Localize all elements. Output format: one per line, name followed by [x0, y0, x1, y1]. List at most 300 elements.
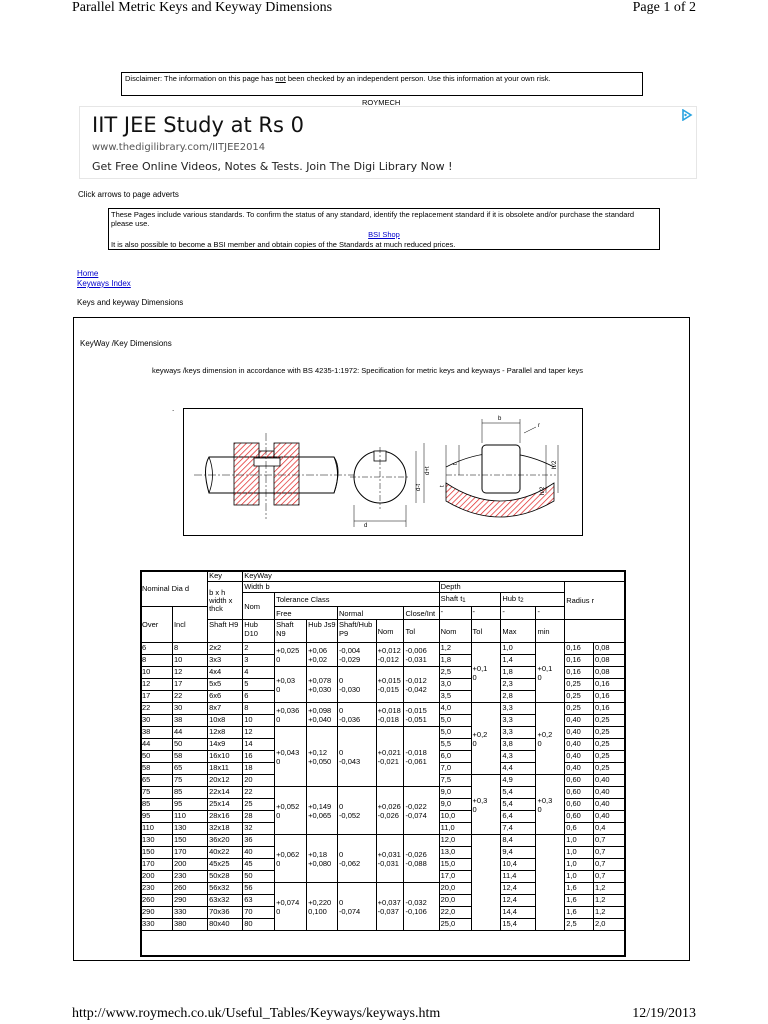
- cell-incl: 380: [172, 919, 207, 931]
- th-shaft-h9: Shaft H9: [208, 620, 243, 643]
- cell-hub-t2-nom: 15,4: [501, 919, 536, 931]
- keyway-dimensions-table: [140, 570, 626, 931]
- advert-title[interactable]: IIT JEE Study at Rs 0: [92, 113, 304, 137]
- page-header: [0, 0, 768, 20]
- cell-incl: 17: [172, 679, 207, 691]
- cell-hub-t2-nom: 11,4: [501, 871, 536, 883]
- dim-h2-bottom: h/2: [540, 486, 546, 495]
- cell-bxh: 80x40: [208, 919, 243, 931]
- cell-shaft-t1-nom: 11,0: [439, 823, 471, 835]
- cell-incl: 22: [172, 691, 207, 703]
- cell-bxh: 5x5: [208, 679, 243, 691]
- cell-over: 75: [141, 787, 173, 799]
- cell-hub-t2-nom: 6,4: [501, 811, 536, 823]
- cell-nom: 2: [243, 643, 275, 655]
- section-description: keyways /keys dimension in accordance with BS 4235-1:1972: Specification for metric keys and keyways - Parallel and taper keys: [152, 366, 584, 375]
- page-title: Parallel Metric Keys and Keyway Dimensions: [72, 0, 333, 15]
- cell-incl: 200: [172, 859, 207, 871]
- keyway-diagram: [183, 408, 583, 536]
- cell-incl: 150: [172, 835, 207, 847]
- disclaimer-text-post: been checked by an independent person. Use this information at your own risk.: [285, 74, 551, 83]
- cell-radius-min: 0,7: [593, 847, 625, 859]
- th-dash-2: -: [471, 607, 501, 620]
- cell-hub-t2-tol: +0,3 0: [536, 775, 565, 835]
- cell-shaft-t1-nom: 20,0: [439, 883, 471, 895]
- cell-tol-h9: +0,025 0: [275, 643, 307, 667]
- cell-hub-t2-nom: 4,4: [501, 763, 536, 775]
- cell-shaft-t1-tol: [471, 835, 501, 931]
- cell-shaft-t1-nom: 1,2: [439, 643, 471, 655]
- cell-incl: 260: [172, 883, 207, 895]
- dim-b: b: [498, 416, 502, 422]
- dim-d-t2: d+t: [425, 466, 431, 475]
- standards-notice: [108, 208, 660, 250]
- advert-banner[interactable]: [79, 106, 697, 179]
- cell-hub-t2-nom: 3,3: [501, 715, 536, 727]
- th-shafthub-p9: Shaft/Hub P9: [337, 620, 376, 643]
- cell-radius-min: 0,40: [593, 787, 625, 799]
- th-radius-max: Max: [501, 620, 536, 643]
- th-dash-1: -: [439, 607, 471, 620]
- dim-d-t1: d-t: [416, 483, 422, 491]
- keyway-drawing: [184, 409, 582, 535]
- cell-radius-min: 0,25: [593, 727, 625, 739]
- cell-nom: 3: [243, 655, 275, 667]
- cell-nom: 56: [243, 883, 275, 895]
- dim-t2: t: [453, 463, 459, 465]
- cell-bxh: 6x6: [208, 691, 243, 703]
- breadcrumb: [77, 269, 131, 289]
- cell-shaft-t1-tol: +0,1 0: [471, 643, 501, 703]
- cell-hub-t2-nom: 14,4: [501, 907, 536, 919]
- cell-over: 38: [141, 727, 173, 739]
- cell-radius-min: 0,4: [593, 823, 625, 835]
- cell-nom: 32: [243, 823, 275, 835]
- page-number: Page 1 of 2: [632, 0, 696, 15]
- cell-shaft-t1-nom: 25,0: [439, 919, 471, 931]
- cell-nom: 63: [243, 895, 275, 907]
- cell-tol-js9: +0,012 -0,012: [376, 643, 404, 667]
- cell-radius-max: 1,0: [565, 871, 594, 883]
- page-heading: Keys and keyway Dimensions: [77, 298, 184, 307]
- cell-bxh: 25x14: [208, 799, 243, 811]
- cell-shaft-t1-nom: 3,0: [439, 679, 471, 691]
- th-nom: Nom: [243, 593, 275, 620]
- cell-shaft-t1-nom: 9,0: [439, 787, 471, 799]
- cell-radius-max: 0,25: [565, 691, 594, 703]
- cell-shaft-t1-nom: 7,5: [439, 775, 471, 787]
- cell-bxh: 18x11: [208, 763, 243, 775]
- table-row: [141, 835, 626, 847]
- cell-over: 95: [141, 811, 173, 823]
- cell-incl: 10: [172, 655, 207, 667]
- cell-incl: 95: [172, 799, 207, 811]
- cell-incl: 44: [172, 727, 207, 739]
- cell-shaft-t1-nom: 1,8: [439, 655, 471, 667]
- shaft-end-view: [350, 443, 424, 527]
- table-row: [141, 703, 626, 715]
- cell-hub-t2-nom: 1,8: [501, 667, 536, 679]
- cell-tol-h9: +0,052 0: [275, 787, 307, 835]
- cell-nom: 28: [243, 811, 275, 823]
- cell-radius-max: 1,6: [565, 883, 594, 895]
- cell-incl: 58: [172, 751, 207, 763]
- cell-radius-min: 1,2: [593, 883, 625, 895]
- cell-radius-min: 0,7: [593, 835, 625, 847]
- cell-bxh: 8x7: [208, 703, 243, 715]
- cell-radius-max: 0,40: [565, 751, 594, 763]
- footer-url: http://www.roymech.co.uk/Useful_Tables/Keyways/keyways.htm: [72, 1006, 441, 1021]
- cell-shaft-t1-nom: 2,5: [439, 667, 471, 679]
- cell-tol-d10: +0,149 +0,065: [307, 787, 338, 835]
- standards-line1: These Pages include various standards. To confirm the status of any standard, identify the replacement standard if it is obsolete and/or purchase the standard please use.: [111, 210, 635, 228]
- cell-bxh: 63x32: [208, 895, 243, 907]
- cell-over: 8: [141, 655, 173, 667]
- cell-bxh: 36x20: [208, 835, 243, 847]
- cell-incl: 110: [172, 811, 207, 823]
- cell-nom: 50: [243, 871, 275, 883]
- cell-bxh: 10x8: [208, 715, 243, 727]
- cell-shaft-t1-nom: 9,0: [439, 799, 471, 811]
- cell-bxh: 12x8: [208, 727, 243, 739]
- cell-tol-p9: -0,012 -0,042: [404, 667, 439, 703]
- cell-tol-n9: -0,004 -0,029: [337, 643, 376, 667]
- cell-over: 17: [141, 691, 173, 703]
- th-depth: Depth: [439, 582, 565, 593]
- cell-shaft-t1-nom: 7,0: [439, 763, 471, 775]
- th-width-b: Width b: [243, 582, 439, 593]
- cell-incl: 75: [172, 775, 207, 787]
- cell-nom: 80: [243, 919, 275, 931]
- cell-nom: 40: [243, 847, 275, 859]
- th-hub-t2: Hub $t_2$: [501, 593, 565, 607]
- cell-radius-max: 0,60: [565, 787, 594, 799]
- cell-incl: 30: [172, 703, 207, 715]
- cell-shaft-t1-nom: 13,0: [439, 847, 471, 859]
- cell-over: 30: [141, 715, 173, 727]
- cell-incl: 50: [172, 739, 207, 751]
- cell-nom: 20: [243, 775, 275, 787]
- cell-nom: 4: [243, 667, 275, 679]
- th-close: Close/Int: [404, 607, 439, 620]
- cell-radius-min: 0,7: [593, 859, 625, 871]
- th-depth-tol-shaft: Tol: [404, 620, 439, 643]
- cell-radius-max: 1,0: [565, 835, 594, 847]
- cell-incl: 130: [172, 823, 207, 835]
- cell-nom: 8: [243, 703, 275, 715]
- cell-nom: 14: [243, 739, 275, 751]
- site-name: ROYMECH: [362, 98, 401, 107]
- cell-hub-t2-nom: 10,4: [501, 859, 536, 871]
- th-dash-3: -: [501, 607, 536, 620]
- stray-dot: .: [172, 404, 175, 413]
- cell-nom: 36: [243, 835, 275, 847]
- cell-tol-js9: +0,021 -0,021: [376, 727, 404, 787]
- th-depth-tol-hub: Tol: [471, 620, 501, 643]
- cell-radius-max: 0,40: [565, 763, 594, 775]
- cell-nom: 12: [243, 727, 275, 739]
- cell-shaft-t1-nom: 15,0: [439, 859, 471, 871]
- adchoices-icon[interactable]: [681, 109, 693, 121]
- keyways-index-link[interactable]: Keyways Index: [77, 279, 131, 288]
- cell-bxh: 56x32: [208, 883, 243, 895]
- cell-over: 170: [141, 859, 173, 871]
- cell-bxh: 50x28: [208, 871, 243, 883]
- th-depth-nom-shaft: Nom: [376, 620, 404, 643]
- cell-nom: 10: [243, 715, 275, 727]
- cell-tol-d10: +0,220 0,100: [307, 883, 338, 931]
- cell-tol-p9: -0,026 -0,088: [404, 835, 439, 883]
- cell-radius-max: 0,40: [565, 715, 594, 727]
- cell-hub-t2-nom: 4,9: [501, 775, 536, 787]
- cell-tol-n9: 0 -0,052: [337, 787, 376, 835]
- th-depth-nom-hub: Nom: [439, 620, 471, 643]
- cell-hub-t2-nom: 1,4: [501, 655, 536, 667]
- cell-hub-t2-nom: 2,3: [501, 679, 536, 691]
- th-hub-d10: Hub D10: [243, 620, 275, 643]
- cell-hub-t2-nom: 3,3: [501, 727, 536, 739]
- cell-tol-js9: +0,031 -0,031: [376, 835, 404, 883]
- th-radius-min: min: [536, 620, 565, 643]
- cell-radius-max: 0,16: [565, 667, 594, 679]
- cell-hub-t2-nom: 9,4: [501, 847, 536, 859]
- cell-radius-max: 0,60: [565, 775, 594, 787]
- th-normal: Normal: [337, 607, 404, 620]
- cell-over: 200: [141, 871, 173, 883]
- cell-radius-max: 2,5: [565, 919, 594, 931]
- cell-over: 110: [141, 823, 173, 835]
- cell-hub-t2-nom: 2,8: [501, 691, 536, 703]
- cell-tol-js9: +0,026 -0,026: [376, 787, 404, 835]
- cell-radius-max: 0,40: [565, 739, 594, 751]
- cell-tol-js9: +0,015 -0,015: [376, 667, 404, 703]
- cell-radius-min: 0,25: [593, 739, 625, 751]
- cell-over: 65: [141, 775, 173, 787]
- cell-hub-t2-nom: 4,3: [501, 751, 536, 763]
- th-tolerance-class: Tolerance Class: [275, 593, 439, 607]
- click-arrows-note: Click arrows to page adverts: [78, 190, 179, 199]
- th-free: Free: [275, 607, 338, 620]
- cell-shaft-t1-nom: 12,0: [439, 835, 471, 847]
- cell-radius-max: 0,60: [565, 799, 594, 811]
- th-shaft-t1: Shaft $t_1$: [439, 593, 501, 607]
- cell-tol-n9: 0 -0,043: [337, 727, 376, 787]
- cell-hub-t2-nom: 3,3: [501, 703, 536, 715]
- cell-incl: 290: [172, 895, 207, 907]
- cell-over: 50: [141, 751, 173, 763]
- cell-radius-min: 0,16: [593, 703, 625, 715]
- cell-radius-min: 0,08: [593, 655, 625, 667]
- cell-nom: 25: [243, 799, 275, 811]
- cell-shaft-t1-nom: 3,5: [439, 691, 471, 703]
- cell-bxh: 40x22: [208, 847, 243, 859]
- cell-radius-max: 1,0: [565, 847, 594, 859]
- cell-nom: 18: [243, 763, 275, 775]
- cell-hub-t2-nom: 12,4: [501, 895, 536, 907]
- cell-nom: 5: [243, 679, 275, 691]
- cell-tol-h9: +0,062 0: [275, 835, 307, 883]
- cell-radius-min: 0,40: [593, 799, 625, 811]
- cell-shaft-t1-nom: 5,0: [439, 715, 471, 727]
- cell-over: 6: [141, 643, 173, 655]
- cell-tol-h9: +0,074 0: [275, 883, 307, 931]
- cell-tol-p9: -0,018 -0,061: [404, 727, 439, 787]
- cell-radius-min: 0,16: [593, 691, 625, 703]
- cell-bxh: 70x36: [208, 907, 243, 919]
- footer-date: 12/19/2013: [632, 1006, 696, 1021]
- cell-nom: 70: [243, 907, 275, 919]
- cell-shaft-t1-nom: 4,0: [439, 703, 471, 715]
- cell-radius-min: 2,0: [593, 919, 625, 931]
- table-row: [141, 643, 626, 655]
- cell-radius-max: 0,40: [565, 727, 594, 739]
- cell-hub-t2-nom: 3,8: [501, 739, 536, 751]
- cell-nom: 6: [243, 691, 275, 703]
- cell-radius-max: 0,16: [565, 643, 594, 655]
- cell-hub-t2-nom: 5,4: [501, 787, 536, 799]
- cell-bxh: 32x18: [208, 823, 243, 835]
- cell-tol-h9: +0,043 0: [275, 727, 307, 787]
- th-nominal-dia: Nominal Dia d: [141, 571, 208, 607]
- cell-over: 22: [141, 703, 173, 715]
- th-dash-4: -: [536, 607, 565, 620]
- cell-radius-min: 0,08: [593, 643, 625, 655]
- cell-incl: 170: [172, 847, 207, 859]
- cell-hub-t2-tol: +0,1 0: [536, 643, 565, 703]
- advert-description: Get Free Online Videos, Notes & Tests. Join The Digi Library Now !: [92, 160, 453, 173]
- th-shaft-t1-label: Shaft t: [440, 593, 463, 603]
- cell-tol-n9: 0 -0,036: [337, 703, 376, 727]
- cell-radius-max: 0,25: [565, 703, 594, 715]
- cell-tol-p9: -0,006 -0,031: [404, 643, 439, 667]
- cell-tol-js9: +0,018 -0,018: [376, 703, 404, 727]
- disclaimer-box: [121, 72, 643, 96]
- cell-tol-d10: +0,06 +0,02: [307, 643, 338, 667]
- cell-hub-t2-nom: 7,4: [501, 823, 536, 835]
- advert-url[interactable]: www.thedigilibrary.com/IITJEE2014: [92, 142, 266, 153]
- cell-incl: 330: [172, 907, 207, 919]
- th-keyway: KeyWay: [243, 571, 626, 582]
- cell-nom: 45: [243, 859, 275, 871]
- cell-over: 85: [141, 799, 173, 811]
- cell-tol-d10: +0,078 +0,030: [307, 667, 338, 703]
- bsi-shop-link[interactable]: BSI Shop: [368, 230, 400, 239]
- cell-nom: 16: [243, 751, 275, 763]
- cell-tol-d10: +0,18 +0,080: [307, 835, 338, 883]
- th-hub-t2-label: Hub t: [502, 593, 521, 603]
- cell-hub-t2-tol: +0,2 0: [536, 703, 565, 775]
- disclaimer-text-pre: Disclaimer: The information on this page has: [125, 74, 276, 83]
- cell-radius-min: 1,2: [593, 907, 625, 919]
- cell-over: 130: [141, 835, 173, 847]
- cell-shaft-t1-nom: 10,0: [439, 811, 471, 823]
- cell-tol-p9: -0,032 -0,106: [404, 883, 439, 931]
- home-link[interactable]: Home: [77, 269, 99, 278]
- cell-bxh: 20x12: [208, 775, 243, 787]
- cell-over: 58: [141, 763, 173, 775]
- cell-shaft-t1-nom: 5,5: [439, 739, 471, 751]
- cell-radius-max: 0,25: [565, 679, 594, 691]
- cell-radius-min: 0,40: [593, 775, 625, 787]
- cell-radius-max: 0,60: [565, 811, 594, 823]
- cell-radius-min: 0,25: [593, 715, 625, 727]
- cell-over: 330: [141, 919, 173, 931]
- cell-bxh: 16x10: [208, 751, 243, 763]
- cell-tol-js9: +0,037 -0,037: [376, 883, 404, 931]
- th-radius: Radius r: [565, 582, 626, 620]
- cell-radius-max: 1,6: [565, 907, 594, 919]
- cell-radius-min: 0,08: [593, 667, 625, 679]
- cell-radius-max: 0,16: [565, 655, 594, 667]
- dim-d-bottom: d: [364, 523, 368, 529]
- cell-bxh: 2x2: [208, 643, 243, 655]
- cell-incl: 38: [172, 715, 207, 727]
- cell-radius-max: 1,0: [565, 859, 594, 871]
- cell-incl: 230: [172, 871, 207, 883]
- cell-shaft-t1-nom: 20,0: [439, 895, 471, 907]
- cell-bxh: 45x25: [208, 859, 243, 871]
- cell-radius-min: 0,40: [593, 811, 625, 823]
- cell-hub-t2-tol: [536, 835, 565, 931]
- dim-r: r: [538, 423, 540, 429]
- cell-tol-p9: -0,022 -0,074: [404, 787, 439, 835]
- cell-incl: 85: [172, 787, 207, 799]
- shaft-side-view: [194, 433, 354, 519]
- cell-over: 12: [141, 679, 173, 691]
- dim-h2-top: h/2: [552, 460, 558, 469]
- cell-tol-d10: +0,098 +0,040: [307, 703, 338, 727]
- cell-hub-t2-nom: 1,0: [501, 643, 536, 655]
- cell-over: 44: [141, 739, 173, 751]
- cell-shaft-t1-tol: +0,2 0: [471, 703, 501, 775]
- cell-incl: 65: [172, 763, 207, 775]
- cell-shaft-t1-nom: 17,0: [439, 871, 471, 883]
- cell-over: 260: [141, 895, 173, 907]
- cell-hub-t2-nom: 5,4: [501, 799, 536, 811]
- cell-hub-t2-nom: 12,4: [501, 883, 536, 895]
- cell-bxh: 14x9: [208, 739, 243, 751]
- cell-radius-min: 0,25: [593, 751, 625, 763]
- cell-tol-n9: 0 -0,030: [337, 667, 376, 703]
- cell-bxh: 4x4: [208, 667, 243, 679]
- cell-radius-min: 0,7: [593, 871, 625, 883]
- cell-bxh: 3x3: [208, 655, 243, 667]
- cell-radius-min: 1,2: [593, 895, 625, 907]
- cell-incl: 12: [172, 667, 207, 679]
- dim-t1: t: [440, 485, 446, 487]
- cell-tol-h9: +0,036 0: [275, 703, 307, 727]
- cell-hub-t2-nom: 8,4: [501, 835, 536, 847]
- cell-over: 290: [141, 907, 173, 919]
- key-detail-view: [446, 419, 558, 517]
- th-incl: Incl: [172, 607, 207, 643]
- cell-radius-min: 0,16: [593, 679, 625, 691]
- th-shaft-n9: Shaft N9: [275, 620, 307, 643]
- cell-incl: 8: [172, 643, 207, 655]
- content-frame-bottom: [73, 957, 690, 961]
- cell-tol-n9: 0 -0,062: [337, 835, 376, 883]
- standards-line2: It is also possible to become a BSI member and obtain copies of the Standards at much reduced prices.: [111, 240, 456, 249]
- cell-tol-d10: +0,12 +0,050: [307, 727, 338, 787]
- section-title: KeyWay /Key Dimensions: [80, 339, 172, 348]
- cell-radius-max: 0,6: [565, 823, 594, 835]
- th-over: Over: [141, 607, 173, 643]
- cell-shaft-t1-nom: 6,0: [439, 751, 471, 763]
- cell-shaft-t1-tol: +0,3 0: [471, 775, 501, 835]
- cell-bxh: 28x16: [208, 811, 243, 823]
- th-hub-js9: Hub Js9: [307, 620, 338, 643]
- th-key: Key: [208, 571, 243, 582]
